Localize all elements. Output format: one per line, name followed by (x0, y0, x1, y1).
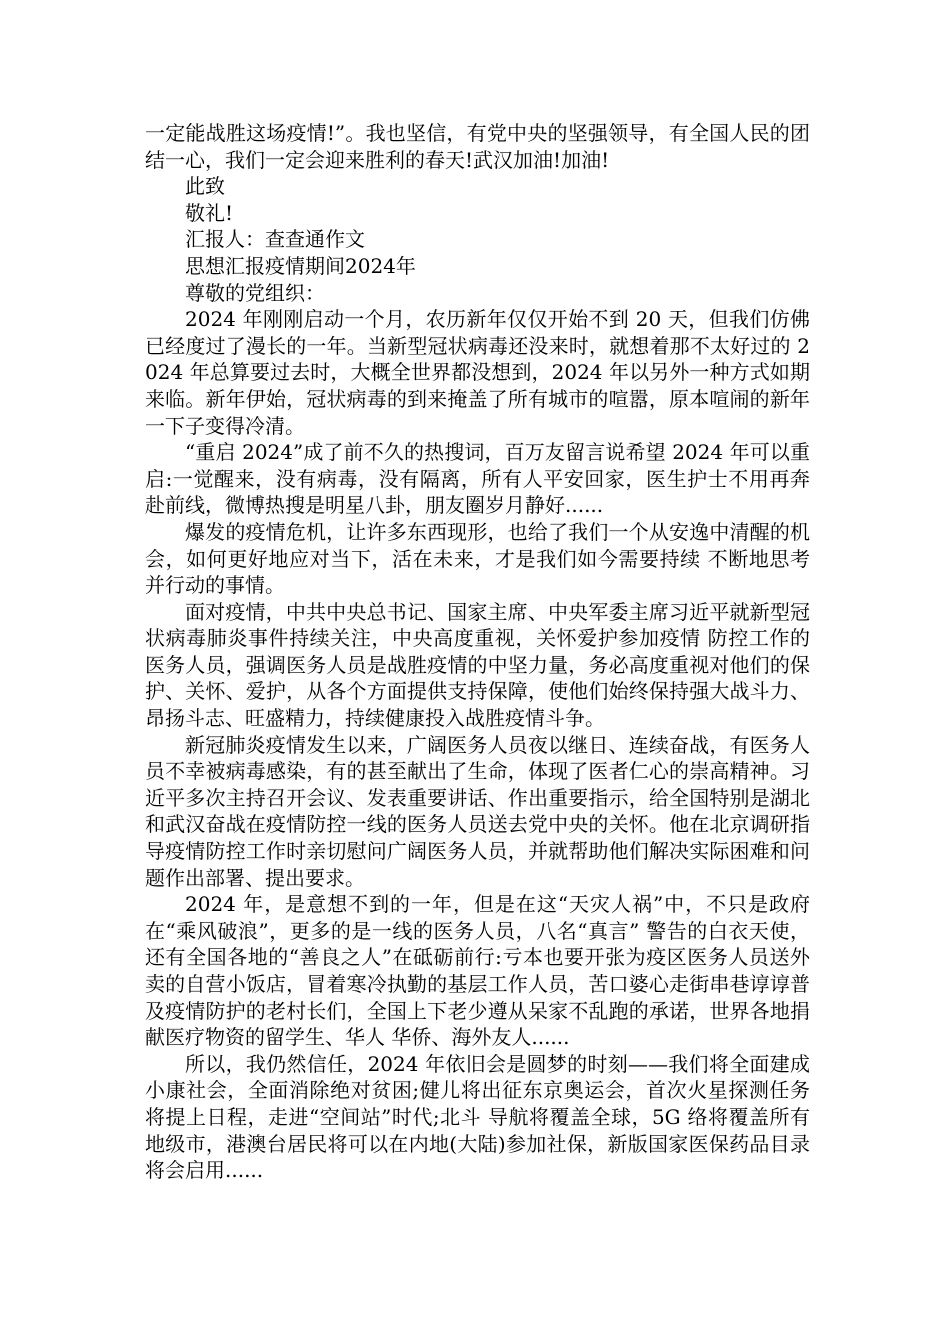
paragraph-body-1: 2024 年刚刚启动一个月，农历新年仅仅开始不到 20 天，但我们仿佛已经度过了漫长的一年。当新型冠状病毒还没来时，就想着那不太好过的 2024 年总算要过去时，大概全世界都没想到，2024 年以另外一种方式如期来临。新年伊始，冠状病毒的到来掩盖了所有城市的喧嚣，原本喧闹的新年一下子变得冷清。 (145, 307, 810, 438)
paragraph-salutation-jingli: 敬礼! (185, 200, 234, 225)
document-page (145, 120, 810, 1184)
paragraph-body-3: 爆发的疫情危机，让许多东西现形，也给了我们一个从安逸中清醒的机会，如何更好地应对当下，活在未来，才是我们如今需要持续 不断地思考并行动的事情。 (145, 519, 810, 598)
paragraph-salutation-cizhi: 此致 (185, 174, 225, 199)
paragraph-reporter: 汇报人：查查通作文 (185, 227, 365, 252)
paragraph-closing-line: 一定能战胜这场疫情!”。我也坚信，有党中央的坚强领导，有全国人民的团结一心，我们一定会迎来胜利的春天!武汉加油!加油! (145, 121, 810, 172)
paragraph-greeting: 尊敬的党组织： (185, 280, 325, 305)
paragraph-body-7: 所以，我仍然信任，2024 年依旧会是圆梦的时刻——我们将全面建成小康社会，全面消除绝对贫困;健儿将出征东京奥运会，首次火星探测任务将提上日程，走进“空间站”时代;北斗 导航将覆盖全球，5G 络将覆盖所有地级市，港澳台居民将可以在内地(大陆)参加社保，新版国家医保药品目录将会启用...... (145, 1051, 810, 1183)
paragraph-body-4: 面对疫情，中共中央总书记、国家主席、中央军委主席习近平就新型冠状病毒肺炎事件持续关注，中央高度重视，关怀爱护参加疫情 防控工作的医务人员，强调医务人员是战胜疫情的中坚力量，务必高度重视对他们的保护、关怀、爱护，从各个方面提供支持保障，使他们始终保持强大战斗力、昂扬斗志、旺盛精力，持续健康投入战胜疫情斗争。 (145, 599, 810, 731)
paragraph-body-6: 2024 年，是意想不到的一年，但是在这“天灾人祸”中，不只是政府在“乘风破浪”，更多的是一线的医务人员，八名“真言” 警告的白衣天使，还有全国各地的“善良之人”在砥砺前行:亏本也要开张为疫区医务人员送外卖的自营小饭店，冒着寒冷执勤的基层工作人员，苦口婆心走街串巷谆谆普及疫情防护的老村长们，全国上下老少遵从呆家不乱跑的承诺，世界各地捐献医疗物资的留学生、华人 华侨、海外友人...... (145, 892, 810, 1050)
paragraph-report-title: 思想汇报疫情期间2024年 (185, 253, 416, 278)
paragraph-body-5: 新冠肺炎疫情发生以来，广阔医务人员夜以继日、连续奋战，有医务人员不幸被病毒感染，有的甚至献出了生命，体现了医者仁心的崇高精神。习近平多次主持召开会议、发表重要讲话、作出重要指示，给全国特别是湖北和武汉奋战在疫情防控一线的医务人员送去党中央的关怀。他在北京调研指导疫情防控工作时亲切慰问广阔医务人员，并就帮助他们解决实际困难和问题作出部署、提出要求。 (145, 732, 810, 890)
paragraph-body-2: “重启 2024”成了前不久的热搜词，百万友留言说希望 2024 年可以重启:一觉醒来，没有病毒，没有隔离，所有人平安回家，医生护士不用再奔赴前线，微博热搜是明星八卦，朋友圈岁月静好...... (145, 440, 810, 518)
